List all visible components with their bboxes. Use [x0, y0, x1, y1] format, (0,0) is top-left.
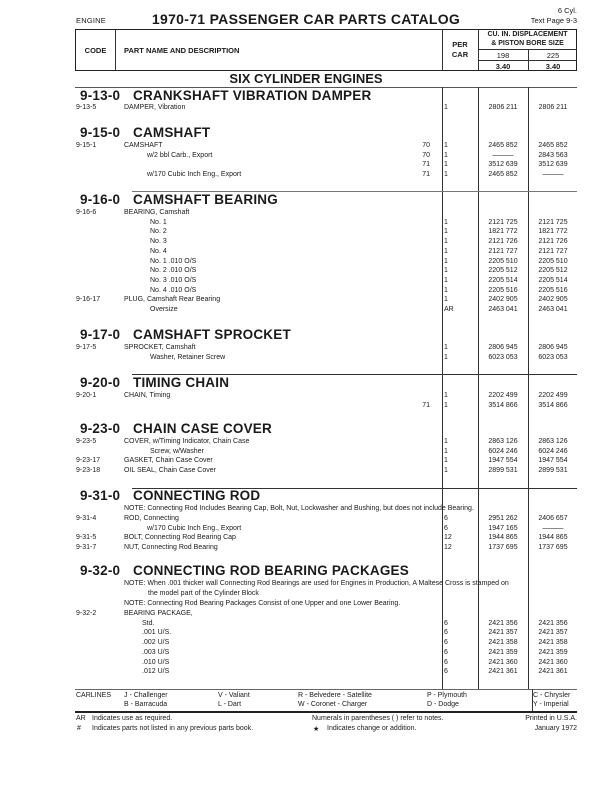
column-header-code: CODE [84, 46, 107, 55]
part-number-198: 2806 211 [488, 104, 518, 111]
part-description: .003 U/S [142, 648, 170, 656]
part-number-198: 2205 514 [488, 276, 518, 284]
part-number-198: 2465 852 [488, 142, 518, 149]
part-number-198: 6024 246 [488, 447, 518, 455]
part-number-225: 1737 695 [538, 544, 568, 552]
part-number-225: 2421 359 [538, 648, 568, 656]
section-heading [80, 563, 409, 578]
table-row [0, 267, 612, 277]
part-number-198: 1944 865 [488, 534, 518, 542]
part-number-225: 3514 866 [538, 401, 568, 409]
part-description: CHAIN, Timing [124, 392, 171, 399]
table-row [0, 238, 612, 248]
section-number: 9-23-0 [80, 421, 121, 436]
part-number-225: 2121 726 [538, 238, 568, 246]
quantity-per-car: AR [444, 306, 454, 313]
table-row [0, 457, 612, 467]
part-description: No. 4 [150, 247, 167, 255]
section-title: CAMSHAFT [133, 125, 211, 140]
section-note: the model part of the Cylinder Block [148, 590, 259, 597]
quantity-per-car: 1 [444, 257, 448, 265]
part-number-198: 2863 126 [488, 438, 518, 445]
quantity-per-car: 1 [444, 142, 448, 149]
section-number: 9-16-0 [80, 192, 121, 207]
quantity-per-car: 6 [444, 648, 448, 656]
table-row [0, 306, 612, 316]
part-description: w/2 bbl Carb., Export [147, 151, 213, 159]
bore-198: 3.40 [495, 62, 511, 71]
section-number: 9-15-0 [80, 125, 121, 140]
carline-p: P - Plymouth [427, 692, 467, 699]
quantity-per-car: 1 [444, 286, 448, 294]
section-number: 9-13-0 [80, 88, 121, 103]
quantity-per-car: 1 [444, 467, 448, 475]
part-number-225: 1947 554 [538, 457, 568, 465]
part-code: 9-31-5 [76, 534, 97, 542]
legend-ar-text: Indicates use as required. [92, 715, 173, 722]
table-row [0, 104, 612, 114]
part-code: 9-16-17 [76, 296, 101, 304]
part-code: 9-13-5 [76, 104, 97, 111]
part-number-225: 2843 563 [538, 151, 568, 159]
part-number-198: 2205 510 [488, 257, 518, 265]
divider [75, 711, 577, 713]
carline-j: J - Challenger [124, 692, 168, 699]
quantity-per-car: 1 [444, 353, 448, 361]
part-number-225: 2899 531 [538, 467, 568, 475]
table-row [0, 142, 612, 152]
quantity-per-car: 1 [444, 104, 448, 111]
quantity-per-car: 1 [444, 238, 448, 246]
table-row [0, 448, 612, 458]
part-description: PLUG, Camshaft Rear Bearing [124, 296, 221, 304]
banner-six-cylinder: SIX CYLINDER ENGINES [229, 71, 383, 86]
part-number-198: 2951 262 [488, 515, 518, 522]
part-description: No. 2 [150, 228, 167, 236]
section-heading [80, 488, 260, 503]
quantity-per-car: 1 [444, 161, 448, 169]
table-row [0, 287, 612, 297]
part-number-225: 2806 945 [538, 344, 568, 351]
part-description: .012 U/S [142, 668, 170, 676]
quantity-per-car: 1 [444, 296, 448, 304]
legend-ar-symbol: AR [76, 715, 86, 722]
carline-l: L - Dart [218, 701, 242, 708]
part-number-198: 2421 357 [488, 629, 518, 637]
part-description: No. 1 .010 O/S [150, 257, 197, 265]
part-code: 9-17-5 [76, 344, 97, 351]
model-year: 71 [422, 171, 430, 179]
divider [115, 29, 116, 71]
part-code: 9-15-1 [76, 142, 97, 149]
column-header-198: 198 [496, 51, 510, 60]
quantity-per-car: 6 [444, 639, 448, 647]
part-number-198: 2421 358 [488, 639, 518, 647]
table-row [0, 438, 612, 448]
table-row [0, 467, 612, 477]
part-number-198: 1821 772 [488, 228, 518, 236]
legend-hash-symbol: # [77, 725, 81, 732]
model-year: 70 [422, 142, 430, 149]
carline-c: C - Chrysler [533, 692, 571, 699]
table-row [0, 354, 612, 364]
section-title: CONNECTING ROD [133, 488, 261, 503]
carline-y: Y - Imperial [533, 701, 569, 708]
part-number-225: 2121 725 [538, 218, 568, 226]
part-number-225: 3512 639 [538, 161, 568, 169]
part-code: 9-31-4 [76, 515, 97, 522]
part-description: No. 4 .010 O/S [150, 286, 197, 294]
part-number-198: 2465 852 [488, 171, 518, 179]
part-description: COVER, w/Timing Indicator, Chain Case [124, 438, 250, 445]
bore-225: 3.40 [545, 62, 561, 71]
part-number-225: 2402 905 [538, 296, 568, 304]
quantity-per-car: 1 [444, 392, 448, 399]
quantity-per-car: 1 [444, 438, 448, 445]
quantity-per-car: 6 [444, 515, 448, 522]
table-row [0, 515, 612, 525]
section-title: CRANKSHAFT VIBRATION DAMPER [133, 88, 372, 103]
quantity-per-car: 1 [444, 457, 448, 465]
part-number-225: 6023 053 [538, 353, 568, 361]
section-heading [80, 375, 229, 390]
quantity-per-car: 1 [444, 344, 448, 351]
part-number-198: 2806 945 [488, 344, 518, 351]
part-description: No. 3 [150, 238, 167, 246]
section-heading [80, 88, 371, 103]
part-number-225: 2202 499 [538, 392, 568, 399]
table-row [0, 544, 612, 554]
page-title: 1970-71 PASSENGER CAR PARTS CATALOG [151, 11, 461, 27]
table-row [0, 152, 612, 162]
part-number-198: 1737 695 [488, 544, 518, 552]
column-header-per: PER [452, 40, 468, 49]
part-number-198: 1947 165 [488, 524, 518, 532]
table-row [0, 219, 612, 229]
part-description: No. 1 [150, 218, 167, 226]
part-number-198: 6023 053 [488, 353, 518, 361]
part-number-225: ——— [542, 524, 564, 532]
part-code: 9-23-18 [76, 467, 101, 475]
part-description: BOLT, Connecting Rod Bearing Cap [124, 534, 236, 542]
quantity-per-car: 12 [444, 544, 452, 552]
section-title: CAMSHAFT BEARING [133, 192, 278, 207]
table-row [0, 620, 612, 630]
quantity-per-car: 1 [444, 218, 448, 226]
part-number-225: 2421 357 [538, 629, 568, 637]
part-description: .001 U/S. [142, 629, 172, 637]
part-number-225: 2463 041 [538, 306, 568, 313]
section-heading [80, 192, 278, 207]
model-year: 71 [422, 161, 430, 169]
text-page-label: Text Page 9-3 [530, 16, 577, 25]
part-number-225: 2406 657 [538, 515, 568, 522]
table-row [0, 344, 612, 354]
column-header-displacement: CU. IN. DISPLACEMENT [487, 31, 568, 38]
part-number-225: 2421 358 [538, 639, 568, 647]
part-description: .010 U/S [142, 658, 170, 666]
table-row [0, 649, 612, 659]
table-row [0, 161, 612, 171]
table-row [0, 171, 612, 181]
part-code: 9-20-1 [76, 392, 97, 399]
part-number-225: 1944 865 [538, 534, 568, 542]
printed-in: Printed in U.S.A. [525, 715, 577, 722]
part-number-225: 2806 211 [538, 104, 568, 111]
carlines-label: CARLINES [76, 692, 112, 699]
quantity-per-car: 6 [444, 619, 448, 627]
part-number-198: 2421 360 [488, 658, 518, 666]
part-number-198: 1947 554 [488, 457, 518, 465]
part-number-198: 2121 727 [488, 247, 518, 255]
quantity-per-car: 1 [444, 276, 448, 284]
table-row [0, 228, 612, 238]
carline-w: W - Coronet - Charger [298, 701, 368, 708]
quantity-per-car: 1 [444, 267, 448, 275]
table-row [0, 659, 612, 669]
section-title: CONNECTING ROD BEARING PACKAGES [133, 563, 409, 578]
part-number-198: 2421 361 [488, 668, 518, 676]
part-description: Washer, Retainer Screw [150, 353, 226, 361]
part-number-198: 2205 516 [488, 286, 518, 294]
part-description: SPROCKET, Camshaft [124, 344, 196, 351]
column-header-225: 225 [546, 51, 560, 60]
section-title: CHAIN CASE COVER [133, 421, 272, 436]
part-description: Screw, w/Washer [150, 447, 204, 455]
part-code: 9-23-17 [76, 457, 101, 465]
section-label: ENGINE [76, 16, 106, 25]
part-number-225: ——— [542, 171, 564, 179]
carline-v: V - Valiant [218, 692, 250, 699]
part-number-198: 2121 726 [488, 238, 518, 246]
part-number-225: 2421 360 [538, 658, 568, 666]
carline-r: R - Belvedere - Satellite [298, 692, 372, 699]
table-row [0, 258, 612, 268]
quantity-per-car: 1 [444, 228, 448, 236]
part-number-225: 1821 772 [538, 228, 568, 236]
section-number: 9-31-0 [80, 488, 121, 503]
part-code: 9-31-7 [76, 544, 97, 552]
part-number-225: 2205 510 [538, 257, 568, 265]
part-number-225: 2421 356 [538, 619, 568, 627]
part-code: 9-32-2 [76, 610, 97, 617]
section-number: 9-17-0 [80, 327, 121, 342]
column-header-bore: & PISTON BORE SIZE [491, 40, 564, 47]
part-description: w/170 Cubic Inch Eng., Export [147, 171, 242, 179]
part-description: Std. [142, 619, 155, 627]
part-number-198: 2402 905 [488, 296, 518, 304]
table-row [0, 277, 612, 287]
section-heading [80, 125, 210, 140]
quantity-per-car: 1 [444, 171, 448, 179]
legend-parentheses-text: Numerals in parentheses ( ) refer to notes. [312, 715, 444, 722]
table-row [0, 639, 612, 649]
part-number-198: 2421 359 [488, 648, 518, 656]
section-title: TIMING CHAIN [133, 375, 230, 390]
part-description: Oversize [150, 306, 178, 313]
table-row [0, 296, 612, 306]
part-description: No. 3 .010 O/S [150, 276, 197, 284]
part-code: 9-23-5 [76, 438, 97, 445]
part-number-198: 2463 041 [488, 306, 518, 313]
table-row [0, 248, 612, 258]
part-code: 9-16-6 [76, 209, 97, 216]
section-title: CAMSHAFT SPROCKET [133, 327, 291, 342]
part-number-225: 2465 852 [538, 142, 568, 149]
part-description: w/170 Cubic Inch Eng., Export [147, 524, 242, 532]
print-date: January 1972 [534, 725, 577, 732]
part-description: CAMSHAFT [124, 142, 163, 149]
part-number-198: 2899 531 [488, 467, 518, 475]
part-description: No. 2 .010 O/S [150, 267, 197, 275]
quantity-per-car: 6 [444, 658, 448, 666]
part-number-225: 2863 126 [538, 438, 568, 445]
column-header-part: PART NAME AND DESCRIPTION [124, 46, 240, 55]
part-description: GASKET, Chain Case Cover [124, 457, 213, 465]
legend-star-text: Indicates change or addition. [327, 725, 417, 732]
part-number-198: 2202 499 [488, 392, 518, 399]
table-row [0, 534, 612, 544]
column-header-car: CAR [451, 50, 469, 59]
table-row [0, 668, 612, 678]
quantity-per-car: 1 [444, 247, 448, 255]
carline-d: D - Dodge [427, 701, 459, 708]
quantity-per-car: 6 [444, 629, 448, 637]
part-number-225: 2205 512 [538, 267, 568, 275]
part-number-225: 2205 514 [538, 276, 568, 284]
table-row [0, 392, 612, 402]
quantity-per-car: 1 [444, 151, 448, 159]
star-icon: ★ [313, 726, 320, 733]
part-number-198: 3512 639 [488, 161, 518, 169]
model-year: 71 [422, 401, 430, 409]
part-description: NUT, Connecting Rod Bearing [124, 544, 218, 552]
table-row [0, 610, 612, 620]
legend-hash-text: Indicates parts not listed in any previous parts book. [92, 725, 254, 732]
section-note: NOTE: When .001 thicker wall Connecting Rod Bearings are used for Engines in Production, A Maltese Cross is stamped on [124, 580, 509, 587]
part-number-198: 2121 725 [488, 218, 518, 226]
quantity-per-car: 6 [444, 668, 448, 676]
part-description: .002 U/S [142, 639, 170, 647]
quantity-per-car: 12 [444, 534, 452, 542]
quantity-per-car: 1 [444, 401, 448, 409]
part-number-198: ——— [492, 151, 514, 159]
part-number-198: 3514 866 [488, 401, 518, 409]
section-note: NOTE: Connecting Rod Bearing Packages Consist of one Upper and one Lower Bearing. [124, 600, 401, 607]
quantity-per-car: 6 [444, 524, 448, 532]
part-description: BEARING PACKAGE, [124, 610, 193, 617]
carline-b: B - Barracuda [124, 701, 168, 708]
section-number: 9-20-0 [80, 375, 121, 390]
table-row [0, 209, 612, 219]
divider [75, 689, 577, 690]
part-number-225: 2121 727 [538, 247, 568, 255]
table-row [0, 525, 612, 535]
part-number-198: 2421 356 [488, 619, 518, 627]
cylinder-label: 6 Cyl. [557, 6, 577, 15]
part-number-225: 6024 246 [538, 447, 568, 455]
part-description: OIL SEAL, Chain Case Cover [124, 467, 216, 475]
section-number: 9-32-0 [80, 563, 121, 578]
table-row [0, 629, 612, 639]
part-number-225: 2421 361 [538, 668, 568, 676]
part-description: BEARING, Camshaft [124, 209, 190, 216]
part-description: DAMPER, Vibration [124, 104, 186, 111]
part-description: ROD, Connecting [124, 515, 179, 522]
table-row [0, 402, 612, 412]
model-year: 70 [422, 151, 430, 159]
section-heading [80, 421, 272, 436]
quantity-per-car: 1 [444, 447, 448, 455]
part-number-198: 2205 512 [488, 267, 518, 275]
section-note: NOTE: Connecting Rod Includes Bearing Cap, Bolt, Nut, Lockwasher and Bushing, but does not include Bearing. [124, 505, 474, 512]
part-number-225: 2205 516 [538, 286, 568, 294]
section-heading [80, 327, 291, 342]
